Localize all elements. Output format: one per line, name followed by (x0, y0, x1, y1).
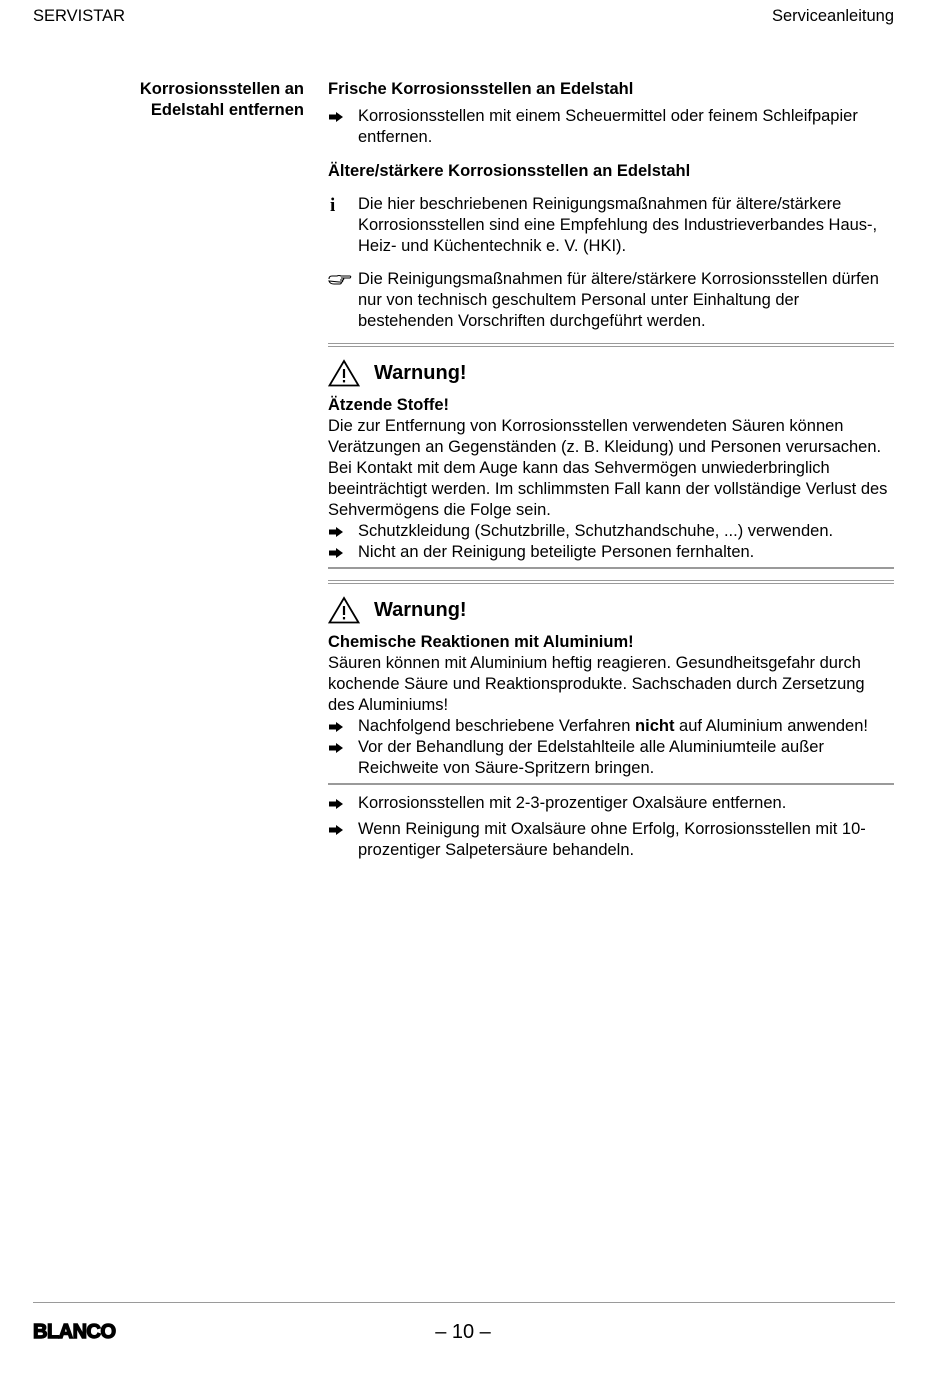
bullet-text-part: auf Aluminium anwenden! (674, 717, 868, 735)
arrow-right-icon (329, 527, 343, 537)
bullet-text-emphasis: nicht (635, 717, 675, 735)
bullet-text: Nicht an der Reinigung beteiligte Personen fernhalten. (358, 543, 755, 561)
arrow-right-icon (329, 548, 343, 558)
warning-title: Warnung! (374, 361, 467, 384)
header-product-name: SERVISTAR (33, 7, 125, 25)
logo-text: BLANCO (33, 1321, 116, 1343)
warning-top-rule (328, 580, 894, 584)
step-item (328, 793, 894, 814)
arrow-right-icon (329, 722, 343, 732)
side-title-line-1: Korrosionsstellen an (139, 80, 304, 98)
step-text: Wenn Reinigung mit Oxalsäure ohne Erfolg, Korrosionsstellen mit 10-prozentiger Salpetersäure behandeln. (358, 820, 866, 859)
arrow-right-icon (329, 743, 343, 753)
bullet-text: Korrosionsstellen mit einem Scheuermittel oder feinem Schleifpapier entfernen. (358, 107, 858, 146)
side-title-line-2: Edelstahl entfernen (150, 101, 304, 119)
info-icon: i (330, 195, 336, 216)
warning-body: Säuren können mit Aluminium heftig reagieren. Gesundheitsgefahr durch kochende Säure und Reaktionsprodukte. Sachschaden durch Zersetzung des Aluminiums! (328, 654, 865, 714)
step-item (328, 819, 894, 861)
arrow-right-icon (329, 112, 343, 122)
warning-subtitle: Ätzende Stoffe! (328, 396, 449, 414)
section-heading-fresh-corrosion: Frische Korrosionsstellen an Edelstahl (328, 80, 634, 98)
info-note (328, 194, 894, 257)
header-document-type: Serviceanleitung (772, 7, 894, 25)
info-text: Die hier beschriebenen Reinigungsmaßnahmen für ältere/stärkere Korrosionsstellen sind eine Empfehlung des Industrieverbandes Haus-, Heiz- und Küchentechnik e. V. (HKI). (358, 195, 878, 255)
main-content (328, 79, 894, 861)
bullet-item (328, 542, 894, 563)
warning-top-rule (328, 343, 894, 347)
hint-note (328, 269, 894, 332)
warning-title: Warnung! (374, 598, 467, 621)
bullet-item (328, 106, 894, 148)
bullet-item (328, 737, 894, 779)
section-heading-older-corrosion: Ältere/stärkere Korrosionsstellen an Edelstahl (328, 162, 691, 180)
bullet-item (328, 521, 894, 542)
bullet-text: Schutzkleidung (Schutzbrille, Schutzhandschuhe, ...) verwenden. (358, 522, 834, 540)
bullet-text (358, 716, 894, 737)
bullet-item (328, 716, 894, 737)
bullet-text: Vor der Behandlung der Edelstahlteile alle Aluminiumteile außer Reichweite von Säure-Spritzern bringen. (358, 738, 824, 777)
warning-header (328, 353, 894, 393)
side-title (90, 79, 304, 121)
step-text: Korrosionsstellen mit 2-3-prozentiger Oxalsäure entfernen. (358, 794, 787, 812)
page-number: – 10 – (435, 1321, 491, 1343)
warning-triangle-icon (328, 596, 360, 624)
bullet-text-part: Nachfolgend beschriebene Verfahren (358, 717, 636, 735)
arrow-right-icon (329, 799, 343, 809)
pointing-hand-icon (328, 273, 352, 287)
warning-body: Die zur Entfernung von Korrosionsstellen verwendeten Säuren können Verätzungen an Gegenständen (z. B. Kleidung) und Personen verursachen. Bei Kontakt mit dem Auge kann das Sehvermögen unwiederbringlich beeinträchtigt werden. Im schlimmsten Fall kann der vollständige Verlust des Sehvermögens die Folge sein. (328, 417, 888, 519)
warning-bottom-rule (328, 783, 894, 785)
hint-text: Die Reinigungsmaßnahmen für ältere/stärkere Korrosionsstellen dürfen nur von technisch geschultem Personal unter Einhaltung der bestehenden Vorschriften durchgeführt werden. (358, 270, 879, 330)
warning-header (328, 590, 894, 630)
warning-triangle-icon (328, 359, 360, 387)
warning-bottom-rule (328, 567, 894, 569)
warning-subtitle: Chemische Reaktionen mit Aluminium! (328, 633, 634, 651)
arrow-right-icon (329, 825, 343, 835)
footer-rule (33, 1302, 895, 1303)
